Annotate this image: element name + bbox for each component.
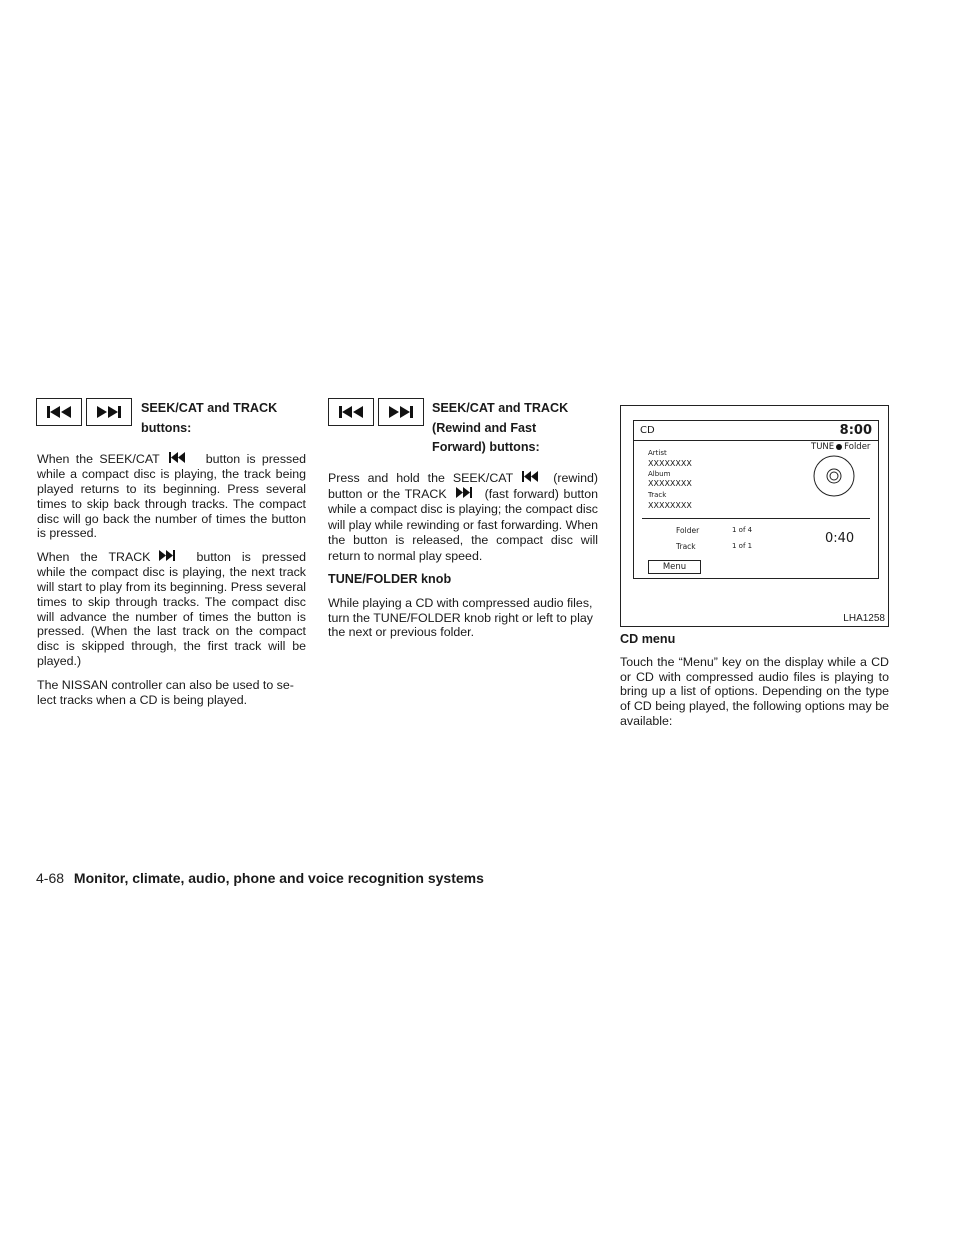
artist-value: XXXXXXXX [648,459,692,468]
seek-cat-key [328,398,374,426]
paragraph-text: button or the TRACK [328,486,447,501]
cd-menu-heading: CD menu [620,632,676,646]
paragraph-text: Press and hold the SEEK/CAT [328,471,514,486]
track-key [86,398,132,426]
folder-label: Folder [844,442,871,452]
album-value: XXXXXXXX [648,479,692,488]
elapsed-time: 0:40 [825,531,855,546]
heading-line: buttons: [141,420,192,435]
track-row-label: Track [676,542,696,551]
paragraph-text: while a compact disc is playing; the compact disc will play while rewinding or fast forwarding. When the button is released, the compact disc will return to normal play speed. [328,502,598,563]
left-column [37,452,306,707]
middle-button-illustration [328,398,424,426]
heading-line: SEEK/CAT and TRACK [141,401,278,415]
menu-button[interactable]: Menu [648,560,701,574]
track-value: XXXXXXXX [648,501,692,510]
heading-line: (Rewind and Fast [432,420,537,435]
left-button-illustration [36,398,132,426]
paragraph-text: (rewind) [553,471,598,486]
middle-column [328,471,598,640]
album-label: Album [648,470,671,478]
cd-display [633,420,879,579]
skip-forward-icon [455,487,473,503]
info-divider [642,518,870,519]
heading-line: SEEK/CAT and TRACK [432,401,569,415]
paragraph-text: (fast forward) button [484,486,598,501]
track-label: Track [648,491,667,499]
heading-line: Forward) buttons: [432,440,540,454]
folder-row-value: 1 of 4 [732,526,753,534]
figure-code: LHA1258 [843,613,885,624]
cd-disc-icon [813,455,855,497]
source-label: CD [640,425,655,436]
tune-label: TUNE [811,442,835,452]
paragraph [328,471,598,564]
cd-screen-figure [620,405,889,627]
paragraph: While playing a CD with compressed audio files, turn the TUNE/FOLDER knob right or left to play the next or previous folder. [328,595,593,640]
skip-back-icon [44,405,74,419]
page-footer [36,870,484,886]
dot-icon [836,444,842,450]
skip-back-icon [521,471,539,487]
skip-back-icon [168,452,186,467]
tune-folder-indicator [811,442,870,452]
skip-forward-icon [94,405,124,419]
page-number: 4-68 [36,870,65,886]
paragraph [37,550,306,669]
tune-folder-heading: TUNE/FOLDER knob [328,572,452,587]
right-column [620,632,889,729]
skip-forward-icon [386,405,416,419]
clock: 8:00 [839,423,872,438]
section-title: Monitor, climate, audio, phone and voice recognition systems [73,870,484,886]
track-key [378,398,424,426]
artist-label: Artist [648,449,667,457]
paragraph-text: button is pressed while a compact disc is playing, the track being played returns to its beginning. Press several times to skip back through tracks. The compact disc will go back the number of times the button is pressed. [37,452,306,541]
skip-back-icon [336,405,366,419]
track-row-value: 1 of 1 [732,542,753,550]
paragraph-text: When the TRACK [37,550,151,565]
paragraph: The NISSAN controller can also be used to se-lect tracks when a CD is being played. [37,677,294,707]
paragraph [37,452,306,541]
paragraph: Touch the “Menu” key on the display while a CD or CD with compressed audio files is playing to bring up a list of options. Depending on the type of CD being played, the following options may be available: [620,654,889,728]
skip-forward-icon [158,550,176,565]
header-divider [634,440,878,441]
seek-track-heading [141,399,277,438]
paragraph-text: When the SEEK/CAT [37,452,160,466]
seek-cat-key [36,398,82,426]
paragraph-text: button is pressed while the compact disc is playing, the next track will start to play from its beginning. Press several times to skip through tracks. The compact disc will advance the number of times the button is pressed. (When the last track on the compact disc is skipped through, the first track will be played.) [37,550,306,668]
rewind-ff-heading [432,399,568,458]
folder-row-label: Folder [676,526,700,535]
